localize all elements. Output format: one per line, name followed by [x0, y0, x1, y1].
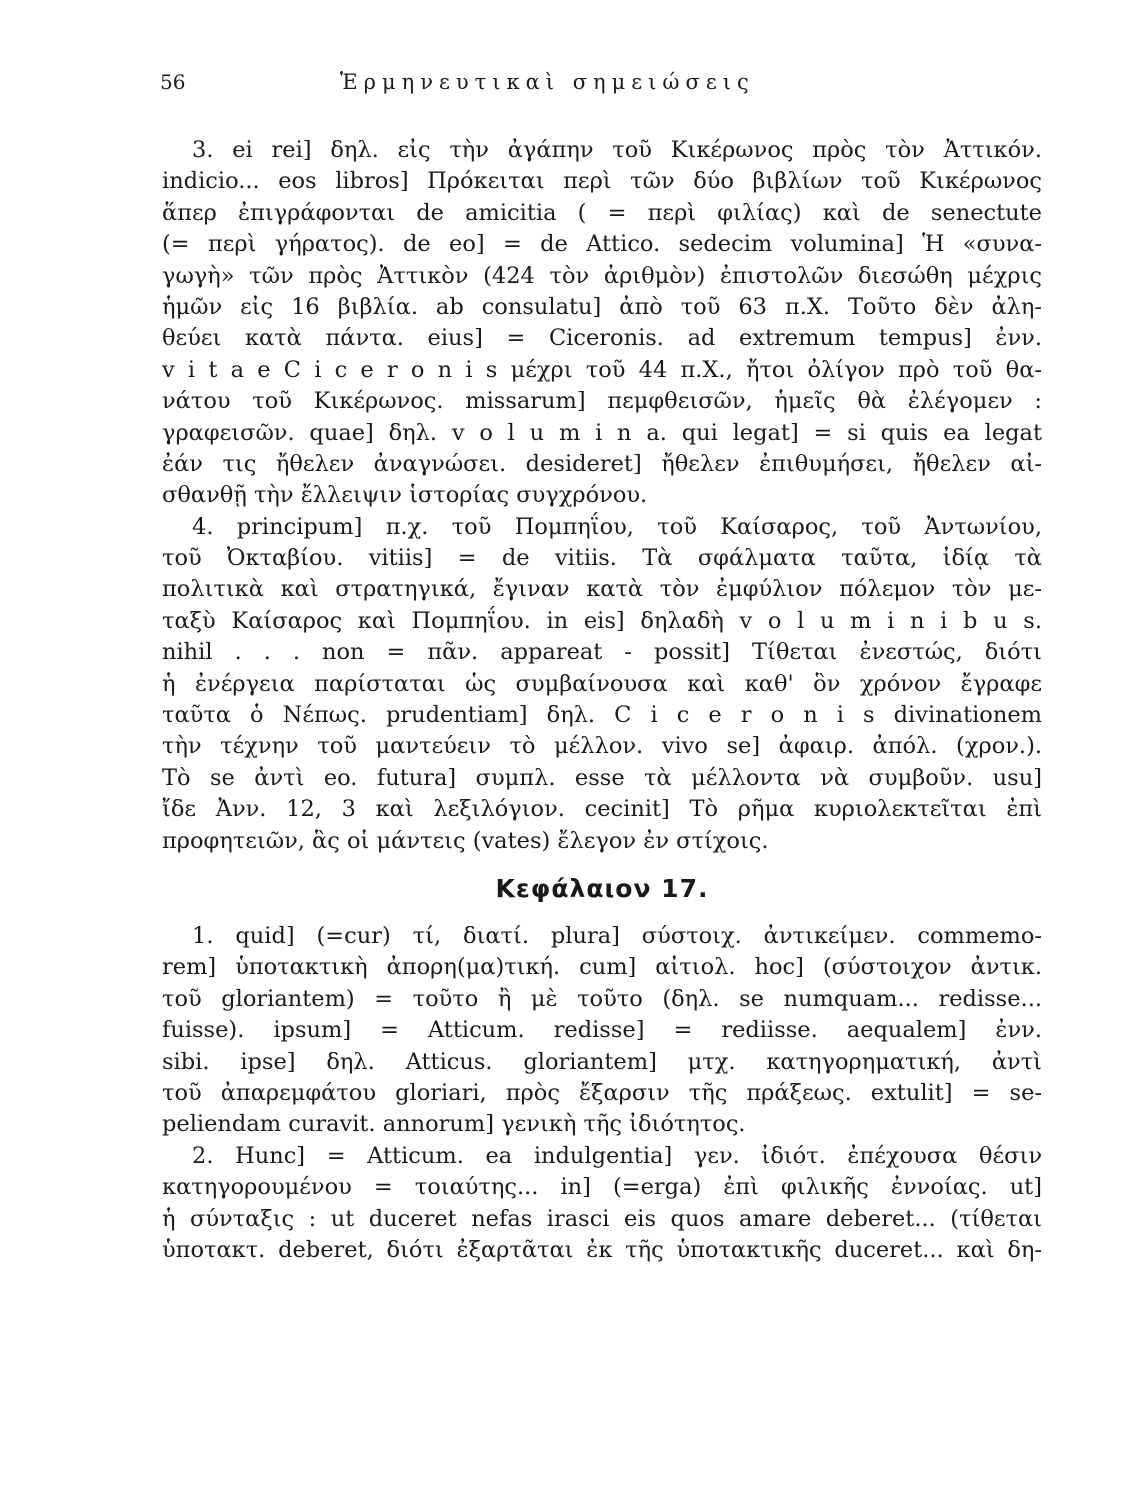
- text-line: ἐάν τις ἤθελεν ἀναγνώσει. desideret] ἤθελεν ἐπιθυμήσει, ἤθελεν αἰ-: [162, 450, 1042, 477]
- chapter-heading: Κεφάλαιον 17.: [495, 873, 709, 903]
- text-line: γωγὴ» τῶν πρὸς Ἀττικὸν (424 τὸν ἀριθμὸν) ἐπιστολῶν διεσώθη μέχρις: [162, 262, 1042, 289]
- text-line: peliendam curavit. annorum] γενικὴ τῆς ἰδιότητος.: [162, 1111, 746, 1138]
- text-line: προφητειῶν, ἃς οἱ μάντεις (vates) ἔλεγον ἐν στίχοις.: [162, 827, 769, 854]
- text-line: τοῦ ἀπαρεμφάτου gloriari, πρὸς ἔξαρσιν τῆς πράξεως. extulit] = se-: [162, 1079, 1042, 1106]
- text-line: σθανθῇ τὴν ἔλλειψιν ἱστορίας συγχρόνου.: [162, 482, 648, 509]
- text-line: κατηγορουμένου = τοιαύτης... in] (=erga) ἐπὶ φιλικῆς ἐννοίας. ut]: [162, 1174, 1042, 1201]
- page-number: 56: [160, 70, 186, 94]
- text-line: πολιτικὰ καὶ στρατηγικά, ἔγιναν κατὰ τὸν ἐμφύλιον πόλεμον τὸν με-: [162, 576, 1042, 603]
- text-line: ταξὺ Καίσαρος καὶ Πομπηΐου. in eis] δηλαδὴ v o l u m i n i b u s.: [162, 607, 1042, 634]
- text-line: ἅπερ ἐπιγράφονται de amicitia ( = περὶ φιλίας) καὶ de senectute: [162, 199, 1042, 226]
- text-line: indicio... eos libros] Πρόκειται περὶ τῶν δύο βιβλίων τοῦ Κικέρωνος: [162, 168, 1042, 195]
- text-line: 3. ei rei] δηλ. εἰς τὴν ἀγάπην τοῦ Κικέρωνος πρὸς τὸν Ἀττικόν.: [192, 137, 1042, 163]
- note-paragraph-17-2: [162, 1141, 1042, 1267]
- text-line: sibi. ipse] δηλ. Atticus. gloriantem] μτχ. κατηγορηματική, ἀντὶ: [162, 1048, 1042, 1075]
- text-line: ἡ ἐνέργεια παρίσταται ὡς συμβαίνουσα καὶ καθ' ὃν χρόνον ἔγραφε: [162, 670, 1042, 697]
- text-line: θεύει κατὰ πάντα. eius] = Ciceronis. ad extremum tempus] ἐνν.: [162, 325, 1042, 352]
- running-head: [160, 70, 1060, 102]
- text-line: nihil . . . non = πᾶν. appareat - possit] Τίθεται ἐνεστώς, διότι: [162, 639, 1042, 666]
- text-line: 4. principum] π.χ. τοῦ Πομπηΐου, τοῦ Καίσαρος, τοῦ Ἀντωνίου,: [192, 513, 1042, 540]
- text-line: rem] ὑποτακτικὴ ἀπορη(μα)τική. cum] αἰτιολ. hoc] (σύστοιχον ἀντικ.: [162, 954, 1042, 981]
- text-line: ἴδε Ἀνν. 12, 3 καὶ λεξιλόγιον. cecinit] Τὸ ρῆμα κυριολεκτεῖται ἐπὶ: [162, 796, 1042, 823]
- text-line: τοῦ gloriantem) = τοῦτο ἢ μὲ τοῦτο (δηλ. se numquam... redisse...: [162, 985, 1042, 1012]
- text-line: 2. Hunc] = Atticum. ea indulgentia] γεν. ἰδιότ. ἐπέχουσα θέσιν: [192, 1142, 1042, 1169]
- text-line: 1. quid] (=cur) τί, διατί. plura] σύστοιχ. ἀντικείμεν. commemo-: [192, 922, 1042, 949]
- text-line: νάτου τοῦ Κικέρωνος. missarum] πεμφθεισῶν, ἡμεῖς θὰ ἐλέγομεν :: [162, 388, 1042, 415]
- text-line: v i t a e C i c e r o n i s μέχρι τοῦ 44 π.Χ., ἤτοι ὀλίγον πρὸ τοῦ θα-: [162, 356, 1042, 383]
- text-line: Τὸ se ἀντὶ eo. futura] συμπλ. esse τὰ μέλλοντα νὰ συμβοῦν. usu]: [162, 764, 1042, 791]
- text-line: ταῦτα ὁ Νέπως. prudentiam] δηλ. C i c e r o n i s divinationem: [162, 702, 1042, 729]
- note-paragraph-17-1: [162, 921, 1042, 1141]
- text-line: (= περὶ γήρατος). de eo] = de Attico. sedecim volumina] Ἡ «συνα-: [162, 231, 1042, 258]
- text-line: γραφεισῶν. quae] δηλ. v o l u m i n a. qui legat] = si quis ea legat: [162, 419, 1042, 446]
- body-text: [162, 135, 1042, 1266]
- text-line: ὑποτακτ. deberet, διότι ἐξαρτᾶται ἐκ τῆς ὑποτακτικῆς duceret... καὶ δη-: [162, 1236, 1042, 1263]
- text-line: τοῦ Ὀκταβίου. vitiis] = de vitiis. Τὰ σφάλματα ταῦτα, ἰδίᾳ τὰ: [162, 545, 1042, 572]
- running-title: Ἑρμηνευτικαὶ σημειώσεις: [340, 70, 755, 94]
- text-line: fuisse). ipsum] = Atticum. redisse] = rediisse. aequalem] ἐνν.: [162, 1017, 1042, 1044]
- note-paragraph-4: [162, 512, 1042, 857]
- text-line: ἡμῶν εἰς 16 βιβλία. ab consulatu] ἀπὸ τοῦ 63 π.Χ. Τοῦτο δὲν ἀλη-: [162, 293, 1042, 320]
- text-line: τὴν τέχνην τοῦ μαντεύειν τὸ μέλλον. vivo se] ἀφαιρ. ἀπόλ. (χρον.).: [162, 733, 1042, 760]
- note-paragraph-3: [162, 135, 1042, 512]
- text-line: ἡ σύνταξις : ut duceret nefas irasci eis quos amare deberet... (τίθεται: [162, 1205, 1042, 1232]
